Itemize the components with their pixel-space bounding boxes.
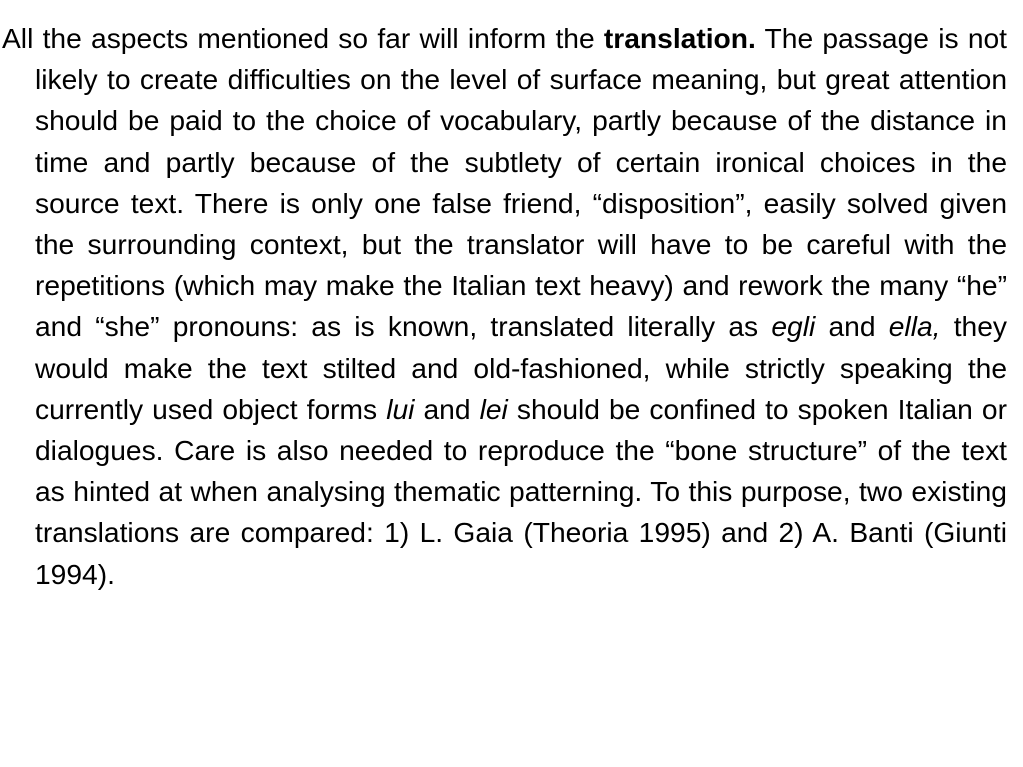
conjunction-2: and [414,392,480,425]
body-paragraph [2,18,1008,595]
term-translation: translation. [603,22,756,54]
body-text-2: they would make the text stilted and old-fashioned, while strictly speaking the currently used object forms [35,310,1007,425]
intro-text: All the aspects mentioned so far will inform the [2,22,604,54]
term-lui: lui [386,392,415,425]
term-ella: ella, [888,310,941,343]
term-egli: egli [771,310,816,343]
body-text-1: The passage is not likely to create difficulties on the level of surface meaning, but great attention should be paid to the choice of vocabulary, partly because of the distance in time and partly because of the subtlety of certain ironical choices in the source text. There is only one false friend, “disposition”, easily solved given the surrounding context, but the translator will have to be careful with the repetitions (which may make the Italian text heavy) and rework the many “he” and “she” pronouns: as is known, translated literally as [35,22,1008,343]
conjunction-1: and [815,310,889,343]
body-text-3: should be confined to spoken Italian or dialogues. Care is also needed to reproduce the “bone structure” of the text as hinted at when analysing thematic patterning. To this purpose, two existing translations are compared: 1) L. Gaia (Theoria 1995) and 2) A. Banti (Giunti 1994). [35,392,1007,590]
term-lei: lei [479,392,508,425]
